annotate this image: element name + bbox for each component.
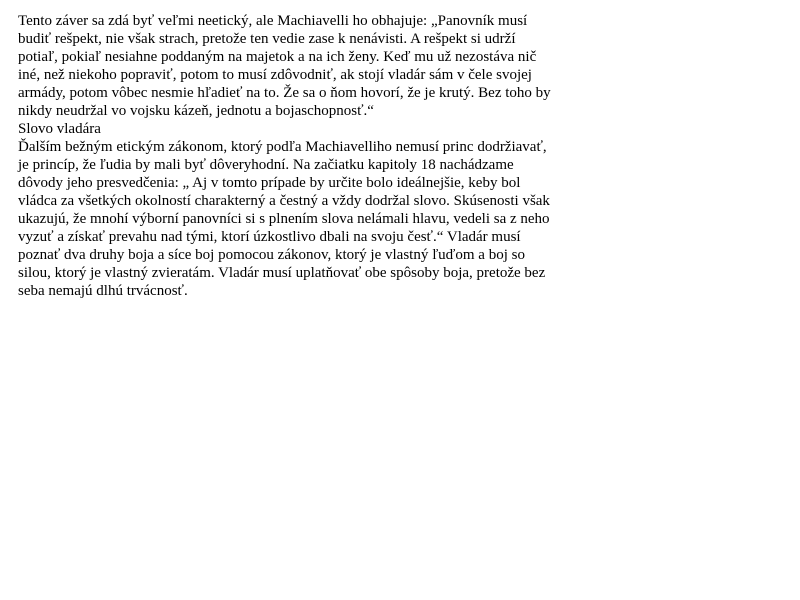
- text-line: iné, než niekoho popraviť, potom to musí zdôvodniť, ak stojí vladár sám v čele svojej: [18, 67, 532, 83]
- document-body: [18, 12, 578, 300]
- text-line: vládca za všetkých okolností charakterný a čestný a vždy dodržal slovo. Skúsenosti však: [18, 193, 550, 209]
- paragraph-1: [18, 12, 578, 120]
- text-line: Ďalším bežným etickým zákonom, ktorý podľa Machiavelliho nemusí princ dodržiavať,: [18, 139, 547, 155]
- text-line: je princíp, že ľudia by mali byť dôveryhodní. Na začiatku kapitoly 18 nachádzame: [18, 157, 514, 173]
- section-heading: Slovo vladára: [18, 121, 101, 137]
- text-line: dôvody jeho presvedčenia: „ Aj v tomto prípade by určite bolo ideálnejšie, keby bol: [18, 175, 521, 191]
- text-line: potiaľ, pokiaľ nesiahne poddaným na majetok a na ich ženy. Keď mu už nezostáva nič: [18, 49, 537, 65]
- text-line: ukazujú, že mnohí výborní panovníci si s plnením slova nelámali hlavu, vedeli sa z neho: [18, 211, 550, 227]
- text-line: armády, potom vôbec nesmie hľadieť na to. Že sa o ňom hovorí, že je krutý. Bez toho by: [18, 85, 551, 101]
- text-line: budiť rešpekt, nie však strach, pretože ten vedie zase k nenávisti. A rešpekt si udrží: [18, 31, 516, 47]
- text-line: nikdy neudržal vo vojsku kázeň, jednotu a bojaschopnosť.“: [18, 103, 374, 119]
- text-line: poznať dva druhy boja a síce boj pomocou zákonov, ktorý je vlastný ľuďom a boj so: [18, 247, 525, 263]
- text-line: vyzuť a získať prevahu nad tými, ktorí úzkostlivo dbali na svoju česť.“ Vladár musí: [18, 229, 521, 245]
- text-line: silou, ktorý je vlastný zvieratám. Vladár musí uplatňovať obe spôsoby boja, pretože bez: [18, 265, 546, 281]
- text-line: seba nemajú dlhú trvácnosť.: [18, 283, 188, 299]
- text-line: Tento záver sa zdá byť veľmi neetický, ale Machiavelli ho obhajuje: „Panovník musí: [18, 13, 528, 29]
- paragraph-2: [18, 138, 578, 300]
